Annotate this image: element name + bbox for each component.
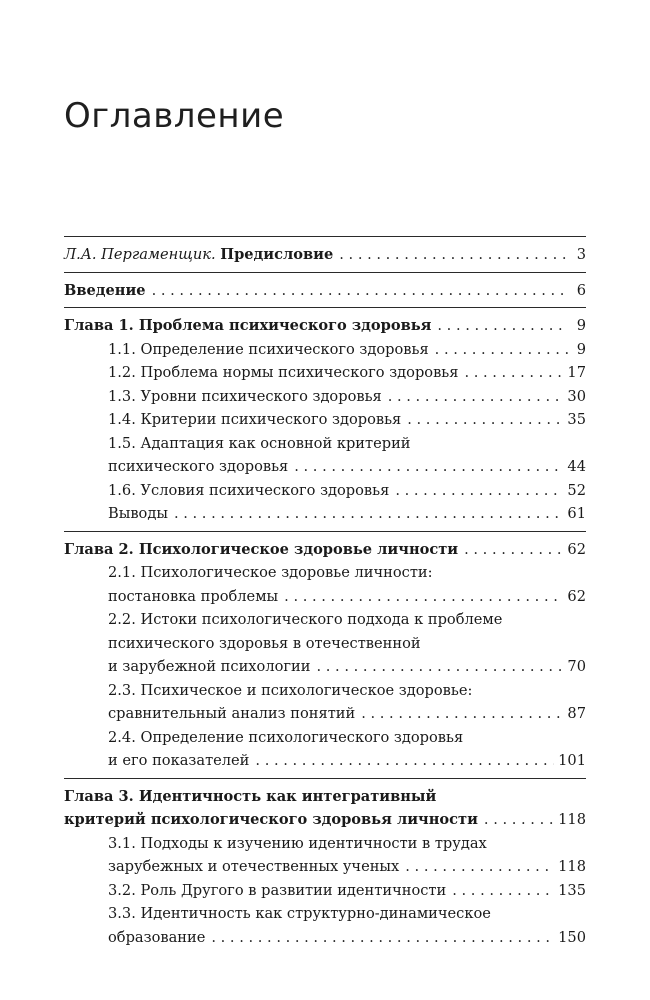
- chapter-2-sections: [64, 561, 586, 773]
- entry-title: Введение: [64, 281, 146, 299]
- page-number: 30: [567, 387, 586, 405]
- chapter-title: Глава 2. Психологическое здоровье личности: [64, 540, 459, 558]
- toc-subentry: [108, 385, 586, 409]
- page-number: 70: [567, 658, 586, 675]
- subentry-title-line: 1.1. Определение психического здоровья: [108, 340, 429, 358]
- dot-leader: [431, 314, 568, 338]
- page-number: 17: [567, 364, 586, 381]
- page-title: Оглавление: [64, 96, 285, 136]
- dot-leader: [333, 243, 568, 267]
- page-number: 62: [567, 540, 586, 558]
- subentry-title-line: 1.4. Критерии психического здоровья: [108, 411, 402, 428]
- page-number: 118: [558, 858, 586, 875]
- subentry-title-line: 1.2. Проблема нормы психического здоровья: [108, 364, 459, 381]
- subentry-title-line: 3.1. Подходы к изучению идентичности в трудах: [108, 834, 487, 852]
- subentry-title-line: образование: [108, 928, 206, 946]
- table-of-contents: [64, 236, 586, 949]
- dot-leader: [355, 702, 563, 726]
- preface-author: Л.А. Пергаменщик.: [64, 246, 216, 263]
- divider: [64, 272, 586, 273]
- subentry-title-line: 2.2. Истоки психологического подхода к проблеме: [108, 611, 503, 628]
- subentry-title-line: постановка проблемы: [108, 587, 279, 605]
- page-number: 52: [567, 481, 586, 499]
- dot-leader: [429, 338, 568, 362]
- toc-entry-chapter-3: [64, 785, 586, 832]
- toc-subentry: [108, 879, 586, 903]
- subentry-title-line: и его показателей: [108, 752, 250, 769]
- chapter-title: Глава 1. Проблема психического здоровья: [64, 317, 432, 334]
- toc-entry-chapter-1: [64, 314, 586, 338]
- dot-leader: [399, 855, 554, 879]
- dot-leader: [168, 502, 563, 526]
- divider: [64, 778, 586, 779]
- dot-leader: [278, 585, 563, 609]
- subentry-title-line: сравнительный анализ понятий: [108, 705, 356, 722]
- divider: [64, 236, 586, 237]
- page-number: 9: [576, 317, 586, 334]
- subentry-title-line: психического здоровья в отечественной: [108, 634, 421, 652]
- subentry-title-line: 2.3. Психическое и психологическое здоровье:: [108, 681, 473, 699]
- toc-subentry: [108, 479, 586, 503]
- subentry-title-line: зарубежных и отечественных ученых: [108, 858, 400, 875]
- toc-entry-intro: [64, 279, 586, 303]
- page-number: 101: [558, 752, 586, 769]
- toc-entry-chapter-2: [64, 538, 586, 562]
- toc-subentry: [108, 679, 586, 726]
- dot-leader: [401, 408, 563, 432]
- page-number: 9: [576, 340, 586, 358]
- toc-subentry: [108, 338, 586, 362]
- preface-title: Предисловие: [220, 246, 334, 263]
- toc-entry-preface: [64, 243, 586, 267]
- toc-subentry: [108, 832, 586, 879]
- dot-leader: [205, 926, 554, 950]
- chapter-3-sections: [64, 832, 586, 950]
- subentry-title-line: 1.3. Уровни психического здоровья: [108, 387, 382, 405]
- subentry-title-line: Выводы: [108, 505, 168, 522]
- subentry-title-line: и зарубежной психологии: [108, 658, 311, 675]
- dot-leader: [249, 749, 554, 773]
- toc-subentry: [108, 361, 586, 385]
- page-number: 6: [576, 281, 586, 299]
- toc-subentry: [108, 726, 586, 773]
- dot-leader: [146, 279, 568, 303]
- subentry-title-line: 1.6. Условия психического здоровья: [108, 481, 390, 499]
- subentry-title-line: 2.4. Определение психологического здоровья: [108, 728, 464, 746]
- toc-subentry: [108, 902, 586, 949]
- chapter-title-line: критерий психологического здоровья личности: [64, 811, 478, 828]
- page-number: 150: [558, 928, 586, 946]
- page-number: 35: [567, 411, 586, 428]
- page-number: 3: [576, 246, 586, 263]
- dot-leader: [458, 538, 563, 562]
- dot-leader: [478, 808, 554, 832]
- toc-subentry: [108, 502, 586, 526]
- toc-subentry: [108, 561, 586, 608]
- subentry-title-line: психического здоровья: [108, 458, 289, 475]
- toc-subentry: [108, 608, 586, 679]
- page-number: 61: [567, 505, 586, 522]
- toc-subentry: [108, 432, 586, 479]
- divider: [64, 531, 586, 532]
- page-number: 44: [567, 458, 586, 475]
- divider: [64, 307, 586, 308]
- dot-leader: [382, 385, 564, 409]
- subentry-title-line: 3.2. Роль Другого в развитии идентичности: [108, 881, 447, 899]
- chapter-1-sections: [64, 338, 586, 526]
- chapter-title-line: Глава 3. Идентичность как интегративный: [64, 787, 437, 805]
- dot-leader: [389, 479, 563, 503]
- page-number: 135: [558, 881, 586, 899]
- dot-leader: [446, 879, 554, 903]
- dot-leader: [310, 655, 563, 679]
- dot-leader: [288, 455, 563, 479]
- toc-subentry: [108, 408, 586, 432]
- subentry-title-line: 3.3. Идентичность как структурно-динамическое: [108, 905, 491, 922]
- subentry-title-line: 1.5. Адаптация как основной критерий: [108, 434, 411, 452]
- subentry-title-line: 2.1. Психологическое здоровье личности:: [108, 564, 433, 581]
- page-number: 62: [567, 587, 586, 605]
- page-number: 118: [558, 811, 586, 828]
- page-number: 87: [567, 705, 586, 722]
- dot-leader: [458, 361, 563, 385]
